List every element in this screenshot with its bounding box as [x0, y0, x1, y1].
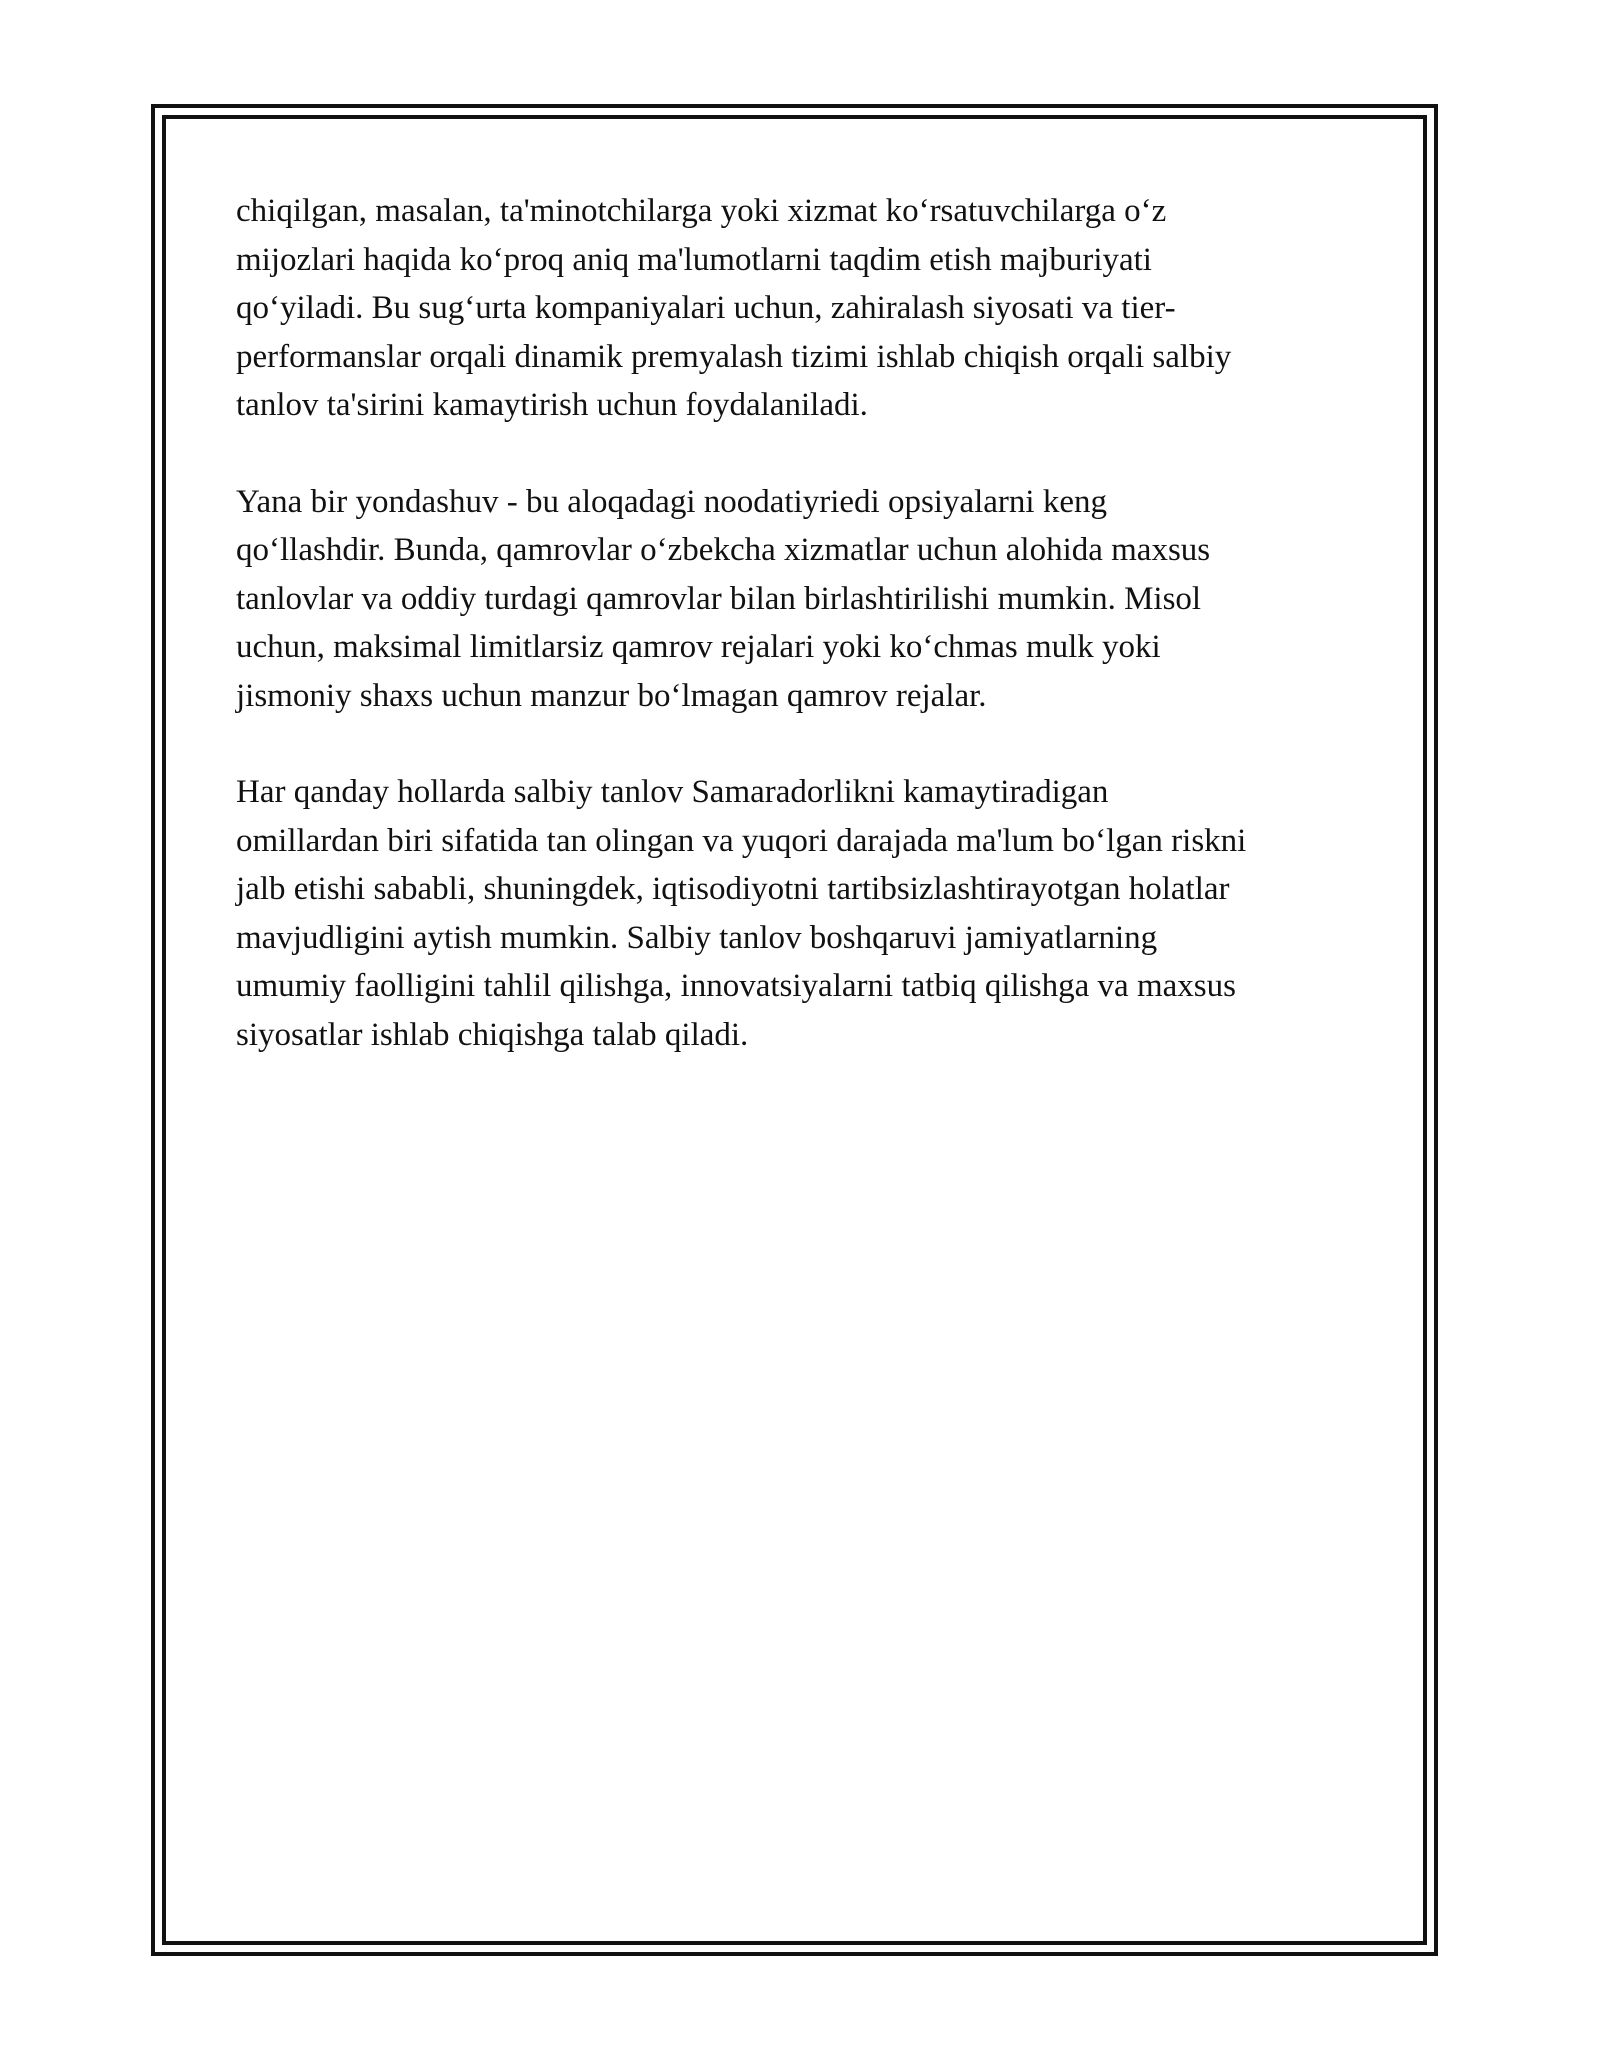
- paragraph-1: [236, 187, 1356, 430]
- text-line: uchun, maksimal limitlarsiz qamrov rejalari yoki koʻchmas mulk yoki: [236, 629, 1161, 665]
- text-line: omillardan biri sifatida tan olingan va yuqori darajada ma'lum boʻlgan riskni: [236, 822, 1247, 859]
- text-line: tanlov ta'sirini kamaytirish uchun foydalaniladi.: [236, 387, 868, 423]
- text-line: tanlovlar va oddiy turdagi qamrovlar bilan birlashtirilishi mumkin. Misol: [236, 580, 1202, 617]
- text-line: qoʻyiladi. Bu sugʻurta kompaniyalari uchun, zahiralash siyosati va tier-: [236, 290, 1176, 326]
- text-line: chiqilgan, masalan, ta'minotchilarga yoki xizmat koʻrsatuvchilarga oʻz: [236, 193, 1167, 229]
- text-line: mavjudligini aytish mumkin. Salbiy tanlov boshqaruvi jamiyatlarning: [236, 919, 1158, 956]
- text-line: qoʻllashdir. Bunda, qamrovlar oʻzbekcha xizmatlar uchun alohida maxsus: [236, 532, 1211, 568]
- text-line: Har qanday hollarda salbiy tanlov Samaradorlikni kamaytiradigan: [236, 774, 1109, 810]
- text-line: jalb etishi sababli, shuningdek, iqtisodiyotni tartibsizlashtirayotgan holatlar: [236, 871, 1230, 907]
- document-body: [236, 187, 1356, 1107]
- text-line: siyosatlar ishlab chiqishga talab qiladi.: [236, 1016, 749, 1053]
- text-line: Yana bir yondashuv - bu aloqadagi noodatiyriedi opsiyalarni keng: [236, 483, 1107, 520]
- text-line: mijozlari haqida koʻproq aniq ma'lumotlarni taqdim etish majburiyati: [236, 241, 1152, 278]
- text-line: jismoniy shaxs uchun manzur boʻlmagan qamrov rejalar.: [236, 677, 987, 714]
- text-line: performanslar orqali dinamik premyalash tizimi ishlab chiqish orqali salbiy: [236, 338, 1232, 375]
- text-line: umumiy faolligini tahlil qilishga, innovatsiyalarni tatbiq qilishga va maxsus: [236, 968, 1236, 1004]
- paragraph-3: [236, 768, 1356, 1059]
- paragraph-2: [236, 478, 1356, 721]
